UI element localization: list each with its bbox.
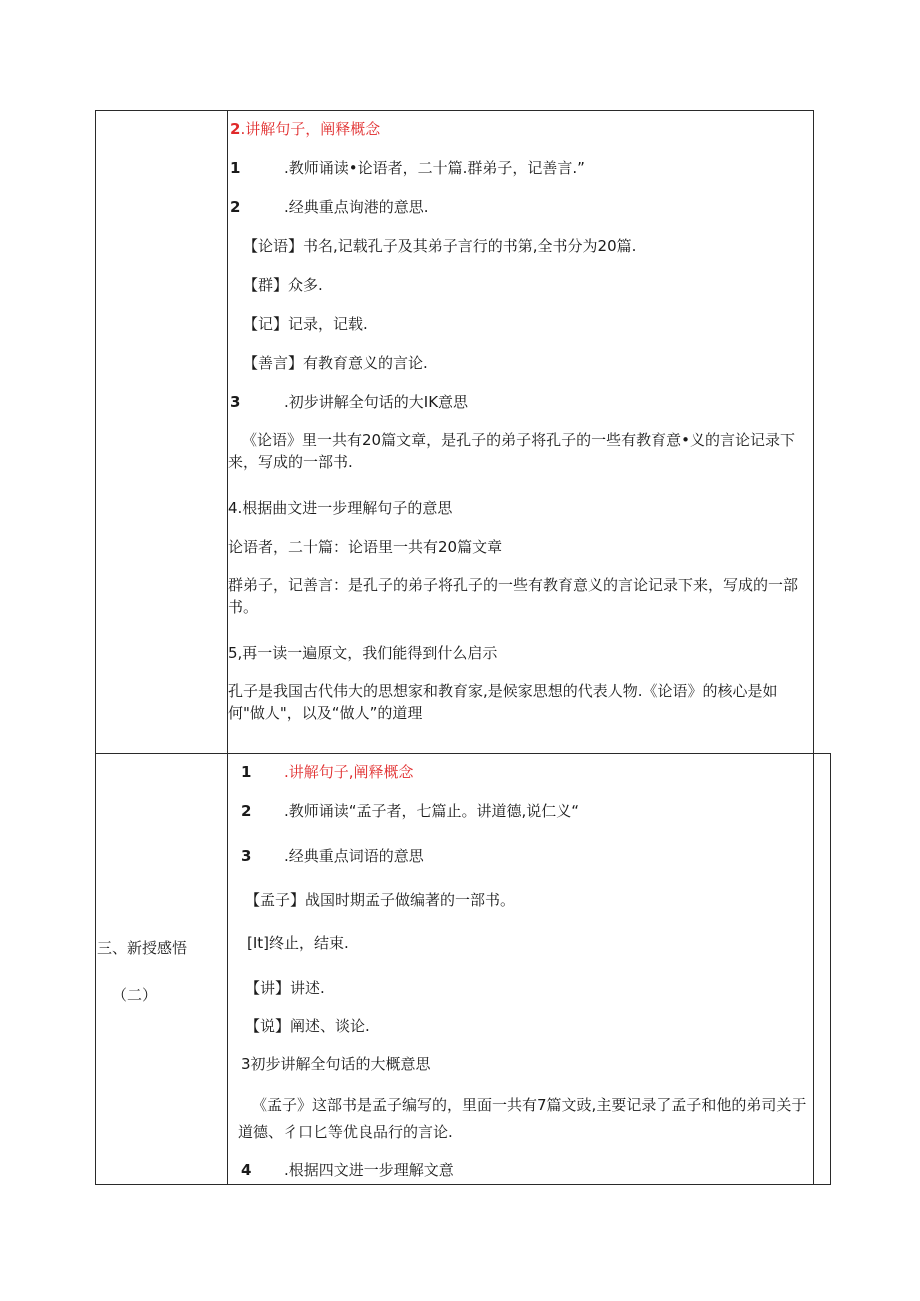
definition-lunyu: 【论语】书名,记载孔子及其弟子言行的书第,全书分为20篇.	[243, 237, 637, 255]
definition-jiang: 【讲】讲述.	[245, 979, 325, 997]
table-border-bottom	[95, 1184, 831, 1185]
section2-item4-num: 4	[241, 1161, 252, 1179]
section1-item1-num: 1	[230, 159, 241, 177]
section2-item1-num: 1	[241, 763, 252, 781]
section2-sub3: 3初步讲解全句话的大概意思	[241, 1055, 431, 1073]
section1-item2-num: 2	[230, 198, 241, 216]
definition-shanyan: 【善言】有教育意义的言论.	[243, 354, 428, 372]
section2-item2-text: .教师诵读“孟子者，七篇止。讲道德,说仁义“	[284, 802, 580, 820]
section2-label-line1: 三、新授感悟	[97, 939, 188, 957]
section1-heading-num: 2	[230, 120, 241, 138]
table-border-right-upper	[813, 110, 814, 754]
row-divider	[95, 753, 831, 754]
section2-item4-text: .根据四文进一步理解文意	[284, 1161, 454, 1179]
section1-heading	[230, 119, 380, 139]
section1-item2-text: .经典重点询港的意思.	[284, 198, 429, 216]
section2-item3-num: 3	[241, 847, 252, 865]
definition-qun: 【群】众多.	[243, 276, 323, 294]
definition-zhi: [It]终止，结束.	[247, 934, 349, 952]
section1-item3-text: .初步讲解全句话的大IK意思	[284, 393, 469, 411]
section1-item5: 5,再一读一遍原文，我们能得到什么启示	[228, 644, 498, 662]
inner-border-right-lower	[813, 753, 814, 1185]
table-border-top	[95, 110, 814, 111]
table-border-right-lower	[830, 753, 831, 1185]
paragraph-lunyu: 《论语》里一共有20篇文章，是孔子的弟子将孔子的一些有教育意•义的言论记录下来，写成的一部书.	[228, 431, 795, 471]
section2-item2-num: 2	[241, 802, 252, 820]
section1-item1-text: .教师诵读•论语者，二十篇.群弟子，记善言.”	[284, 159, 585, 177]
sentence-explanation-1: 论语者，二十篇：论语里一共有20篇文章	[228, 538, 503, 556]
paragraph-kongzi: 孔子是我国古代伟大的思想家和教育家,是候家思想的代表人物.《论语》的核心是如何"做人"，以及“做人”的道理	[228, 682, 778, 722]
definition-ji: 【记】记录，记载.	[243, 315, 368, 333]
paragraph-mengzi: 《孟子》这部书是孟子编写的，里面一共有7篇文豉,主要记录了孟子和他的弟司关于道德、彳口匕等优良品行的言论.	[238, 1096, 807, 1141]
section1-heading-text: .讲解句子，阐释概念	[240, 120, 381, 138]
section2-item3-text: .经典重点词语的意思	[284, 847, 424, 865]
sentence-explanation-2: 群弟子，记善言：是孔子的弟子将孔子的一些有教育意义的言论记录下来，写成的一部书。	[228, 576, 799, 616]
section1-item3-num: 3	[230, 393, 241, 411]
section1-item4: 4.根据曲文进一步理解句子的意思	[228, 499, 453, 517]
section2-label-line2: （二）	[112, 986, 158, 1004]
definition-shuo: 【说】阐述、谈论.	[245, 1017, 370, 1035]
section2-item1-text: .讲解句子,阐释概念	[284, 763, 414, 781]
definition-mengzi: 【孟子】战国时期孟子做编著的一部书。	[245, 891, 516, 909]
table-border-left	[95, 110, 96, 1185]
